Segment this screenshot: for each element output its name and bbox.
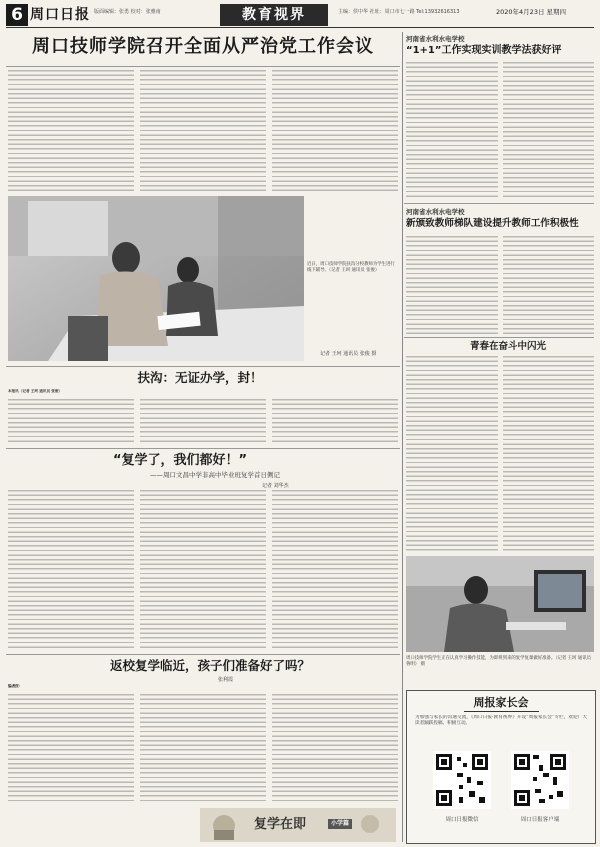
promo-banner <box>200 808 396 842</box>
prepared-story-text <box>8 694 398 804</box>
right-photo <box>406 556 594 652</box>
main-headline: 周口技师学院召开全面从严治党工作会议 <box>32 36 374 57</box>
practical-headline: “1+1”工作实现实训教学法获好评 <box>406 45 562 56</box>
parents-box-text: 为加强与家长的沟通交流，《周口日报·教育视界》开设“周报家长会”专栏，欢迎广大读者踊跃投稿、积极互动。 <box>415 715 587 727</box>
returning-headline: “复学了，我们都好！” <box>112 453 248 468</box>
qr-label-1: 周口日报微信 <box>445 817 479 823</box>
returning-subhead: ——周口文昌中学非高中毕业班复学首日侧记 <box>150 471 280 479</box>
teachers-story-text <box>406 236 594 334</box>
masthead-right-line: 主编：侯中华 社址：周口市七一路 Tel:13932616313 <box>338 9 460 15</box>
prepared-byline: 张利霞 <box>218 677 234 683</box>
practical-kicker: 河南省水利水电学校 <box>406 35 465 43</box>
returning-byline: 记者 刘华杰 <box>262 483 289 489</box>
fugou-dateline: 本报讯（记者 王珂 通讯员 张俊） <box>8 389 63 393</box>
page-number: 6 <box>6 4 28 26</box>
issue-date: 2020年4月23日 星期四 <box>496 8 567 16</box>
editor-line: 版面编辑：张勇 校对：张雅南 <box>94 9 161 15</box>
qr-code-icon <box>433 751 491 809</box>
prepared-headline: 返校复学临近，孩子们准备好了吗？ <box>109 658 310 673</box>
divider <box>404 203 594 204</box>
teachers-kicker: 河南省水利水电学校 <box>406 208 465 216</box>
youth-story-text <box>406 356 594 552</box>
practical-story-text <box>406 62 594 200</box>
promo-label: 复学在即 <box>254 817 307 832</box>
paper-name: 周口日报 <box>30 7 90 23</box>
main-photo-image <box>8 196 304 361</box>
qr-label-2: 周口日报客户端 <box>520 817 560 823</box>
qr-code-icon <box>511 751 569 809</box>
parents-box <box>406 690 596 844</box>
returning-story-text <box>8 490 398 650</box>
fugou-story-text <box>8 399 398 443</box>
teachers-headline: 新颁致教师梯队建设提升教师工作积极性 <box>406 218 579 229</box>
main-photo-caption: 近日，周口技师学院扶沟分校教师为学生进行线下辅导。（记者 王珂 通讯员 张俊） <box>307 262 395 273</box>
main-photo <box>8 196 304 361</box>
prepared-lead-label: 编者按： <box>8 684 23 688</box>
youth-headline: 青春在奋斗中闪光 <box>470 341 547 352</box>
parents-box-title: 周报家长会 <box>464 695 539 712</box>
column-divider <box>402 32 403 842</box>
divider <box>6 366 400 367</box>
right-photo-caption: 周口技师学院学生正在认真学习操作技能，为即将到来的复学复课做好准备。（记者 王珂 通讯员 鲁明） 摄 <box>406 656 592 667</box>
main-photo-byline: 记者 王珂 通讯员 张俊 摄 <box>320 351 377 357</box>
main-story-text <box>8 70 398 193</box>
headline-rule <box>6 66 400 67</box>
right-photo-image <box>406 556 594 652</box>
masthead-rule <box>6 27 594 28</box>
section-title: 教育视界 <box>220 4 328 26</box>
divider <box>404 337 594 338</box>
divider <box>6 654 400 655</box>
promo-tag: 小学篇 <box>328 819 352 829</box>
fugou-headline: 扶沟：无证办学，封！ <box>137 370 263 385</box>
divider <box>6 448 400 449</box>
